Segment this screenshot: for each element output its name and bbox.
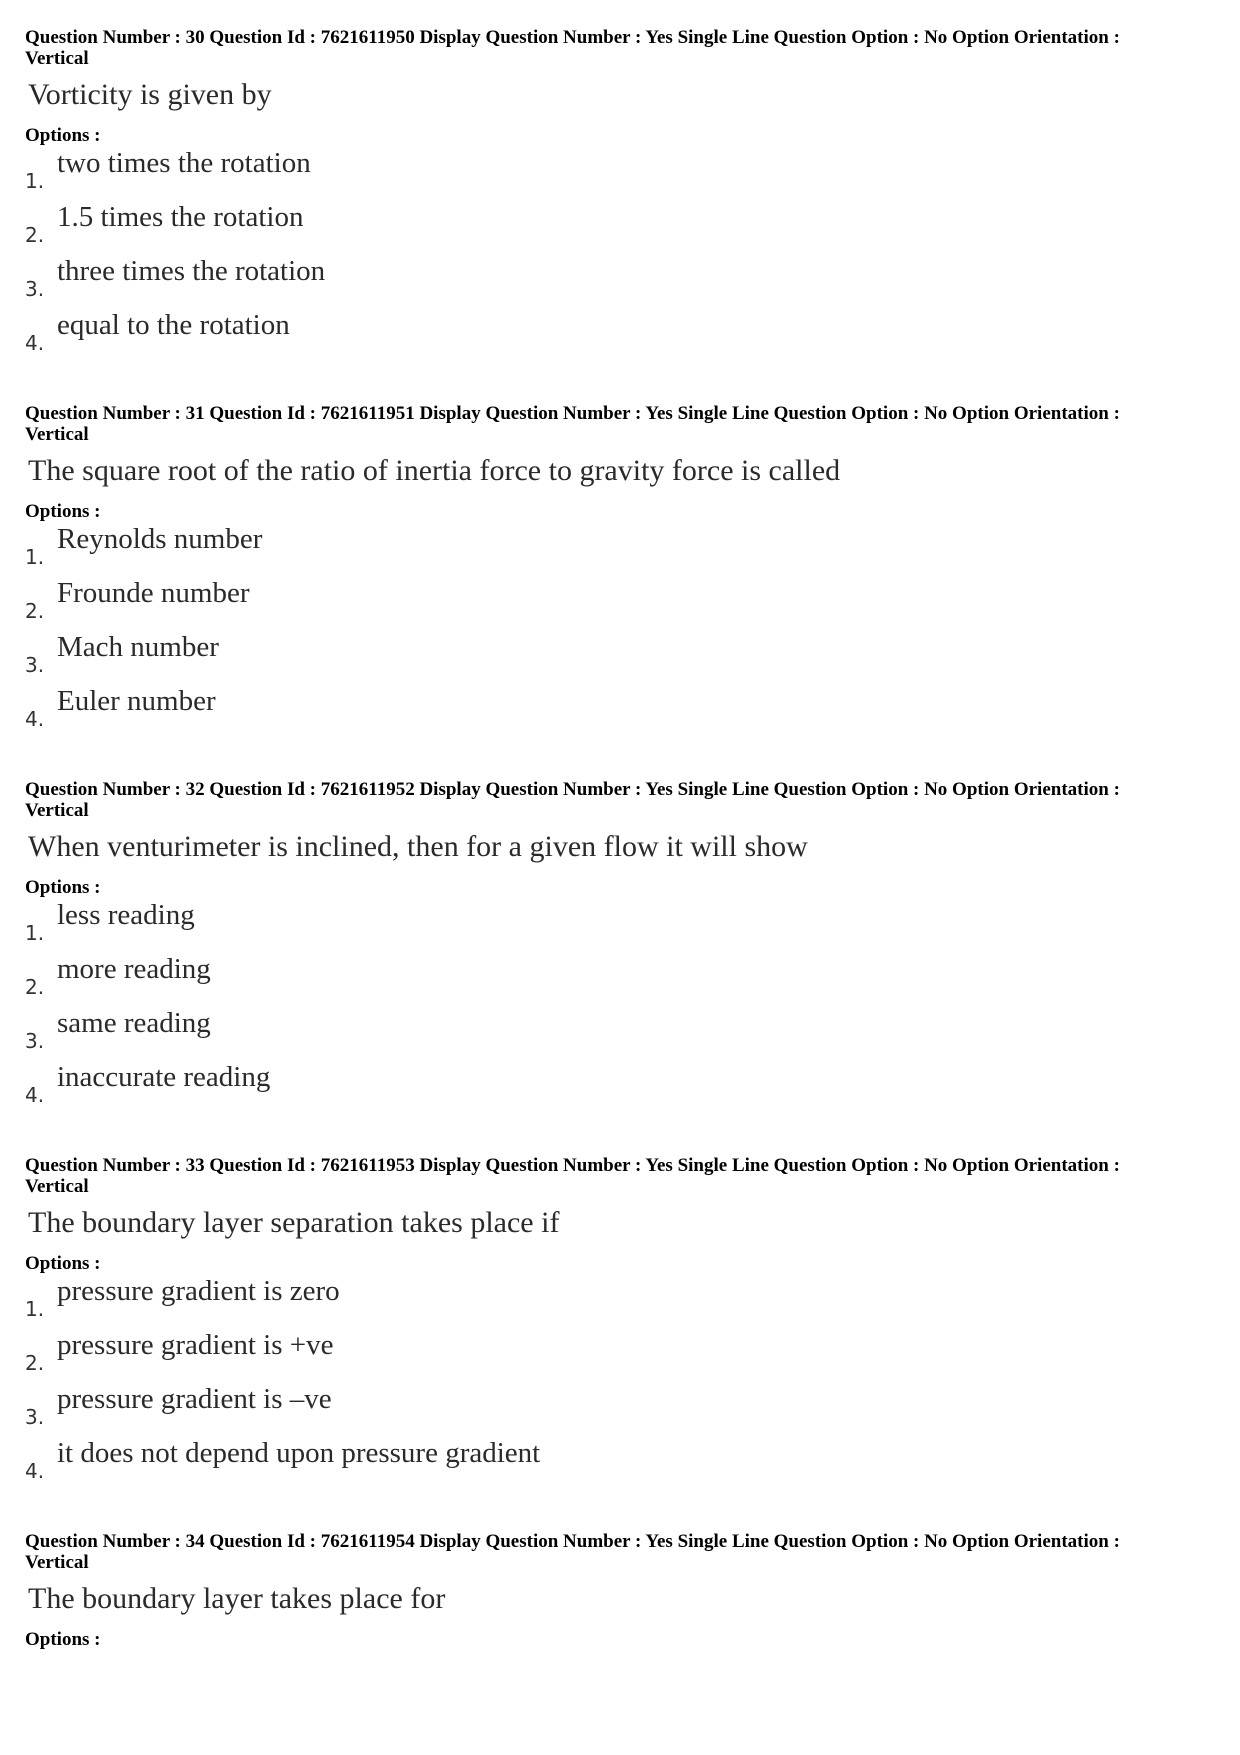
option-2: [25, 953, 1215, 1007]
option-number: 1.: [25, 921, 45, 945]
option-3: [25, 255, 1215, 309]
option-number: 1.: [25, 169, 45, 193]
option-text: it does not depend upon pressure gradient: [57, 1437, 541, 1469]
option-text: two times the rotation: [57, 147, 311, 179]
question-text: When venturimeter is inclined, then for a given flow it will show: [28, 830, 808, 863]
option-1: [25, 523, 1215, 577]
option-text: Reynolds number: [57, 523, 263, 555]
question-meta: Question Number : 30 Question Id : 7621611950 Display Question Number : Yes Single Line Question Option : No Option Orientation : Vertical: [25, 27, 1120, 69]
options-label: Options :: [25, 877, 101, 898]
option-text: 1.5 times the rotation: [57, 201, 304, 233]
question-32: [25, 779, 1215, 1155]
option-number: 1.: [25, 1297, 45, 1321]
option-2: [25, 1329, 1215, 1383]
option-2: [25, 577, 1215, 631]
question-meta: Question Number : 34 Question Id : 7621611954 Display Question Number : Yes Single Line Question Option : No Option Orientation : Vertical: [25, 1531, 1120, 1573]
option-number: 3.: [25, 653, 45, 677]
option-text: same reading: [57, 1007, 211, 1039]
option-text: Mach number: [57, 631, 219, 663]
options-label: Options :: [25, 1629, 101, 1650]
option-4: [25, 309, 1215, 363]
question-31: [25, 403, 1215, 779]
option-number: 1.: [25, 545, 45, 569]
question-30: [25, 27, 1215, 403]
question-33: [25, 1155, 1215, 1531]
option-number: 3.: [25, 277, 45, 301]
option-text: pressure gradient is –ve: [57, 1383, 332, 1415]
option-3: [25, 631, 1215, 685]
spacer: [25, 1491, 1215, 1531]
option-2: [25, 201, 1215, 255]
option-number: 2.: [25, 975, 45, 999]
options-label: Options :: [25, 125, 101, 146]
spacer: [25, 739, 1215, 779]
question-meta: Question Number : 31 Question Id : 7621611951 Display Question Number : Yes Single Line Question Option : No Option Orientation : Vertical: [25, 403, 1120, 445]
option-text: pressure gradient is zero: [57, 1275, 340, 1307]
option-1: [25, 899, 1215, 953]
option-4: [25, 1061, 1215, 1115]
question-paper-page: [25, 27, 1215, 1651]
option-number: 2.: [25, 599, 45, 623]
option-text: pressure gradient is +ve: [57, 1329, 334, 1361]
option-text: equal to the rotation: [57, 309, 290, 341]
question-34: [25, 1531, 1215, 1651]
question-text: Vorticity is given by: [28, 78, 272, 111]
option-number: 2.: [25, 223, 45, 247]
option-text: more reading: [57, 953, 211, 985]
option-3: [25, 1007, 1215, 1061]
option-text: three times the rotation: [57, 255, 326, 287]
option-number: 4.: [25, 331, 45, 355]
option-text: less reading: [57, 899, 195, 931]
options-label: Options :: [25, 501, 101, 522]
spacer: [25, 1115, 1215, 1155]
option-number: 3.: [25, 1029, 45, 1053]
option-number: 4.: [25, 1083, 45, 1107]
option-text: inaccurate reading: [57, 1061, 271, 1093]
option-1: [25, 1275, 1215, 1329]
question-text: The square root of the ratio of inertia force to gravity force is called: [28, 454, 841, 487]
option-text: Euler number: [57, 685, 216, 717]
option-text: Frounde number: [57, 577, 250, 609]
option-number: 2.: [25, 1351, 45, 1375]
question-meta: Question Number : 33 Question Id : 7621611953 Display Question Number : Yes Single Line Question Option : No Option Orientation : Vertical: [25, 1155, 1120, 1197]
option-number: 4.: [25, 707, 45, 731]
spacer: [25, 363, 1215, 403]
question-meta: Question Number : 32 Question Id : 7621611952 Display Question Number : Yes Single Line Question Option : No Option Orientation : Vertical: [25, 779, 1120, 821]
options-label: Options :: [25, 1253, 101, 1274]
option-1: [25, 147, 1215, 201]
question-text: The boundary layer separation takes place if: [28, 1206, 560, 1239]
option-4: [25, 1437, 1215, 1491]
option-number: 3.: [25, 1405, 45, 1429]
option-number: 4.: [25, 1459, 45, 1483]
option-3: [25, 1383, 1215, 1437]
option-4: [25, 685, 1215, 739]
question-text: The boundary layer takes place for: [28, 1582, 446, 1615]
